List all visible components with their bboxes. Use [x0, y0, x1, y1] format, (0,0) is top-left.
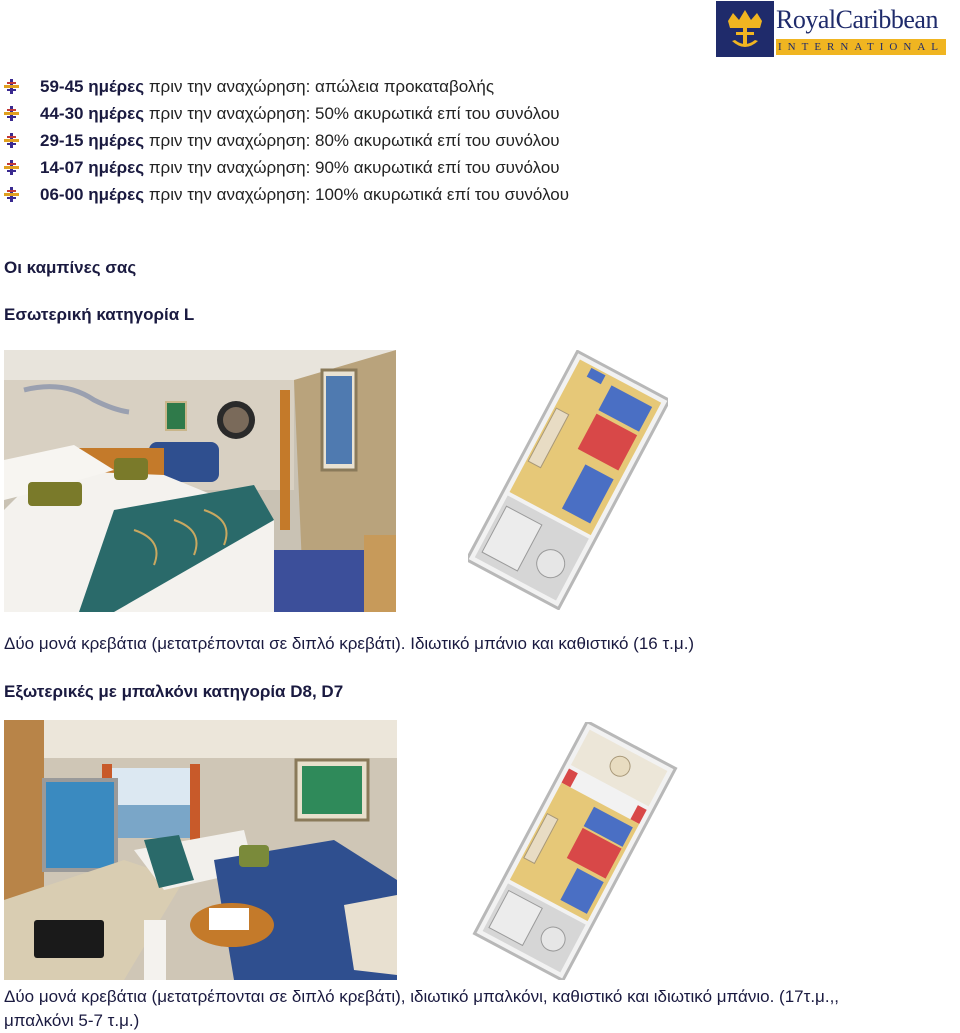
balcony-cabin-photo [4, 720, 397, 980]
interior-category-heading: Εσωτερική κατηγορία L [4, 305, 195, 324]
cabins-heading: Οι καμπίνες σας [4, 258, 137, 277]
cancellation-policy-list [0, 73, 700, 208]
days-range: 06-00 ημέρες [40, 185, 145, 204]
royal-caribbean-logo [716, 1, 946, 57]
interior-cabin-caption: Δύο μονά κρεβάτια (μετατρέπονται σε διπλό κρεβάτι). Ιδιωτικό μπάνιο και καθιστικό (16 τ.μ.) [4, 634, 695, 653]
days-range: 14-07 ημέρες [40, 158, 145, 177]
bullet-icon [4, 106, 19, 121]
balcony-category-heading: Εξωτερικές με μπαλκόνι κατηγορία D8, D7 [4, 682, 344, 701]
days-range: 59-45 ημέρες [40, 77, 145, 96]
bullet-icon [4, 187, 19, 202]
list-item [0, 100, 700, 127]
days-range: 29-15 ημέρες [40, 131, 145, 150]
bullet-icon [4, 79, 19, 94]
bullet-icon [4, 160, 19, 175]
balcony-cabin-caption-line1: Δύο μονά κρεβάτια (μετατρέπονται σε διπλό κρεβάτι), ιδιωτικό μπαλκόνι, καθιστικό και ιδιωτικό μπάνιο. (17τ.μ.,, [4, 987, 840, 1006]
list-item [0, 181, 700, 208]
crown-anchor-icon [716, 1, 774, 57]
interior-cabin-floor-plan [468, 350, 668, 610]
policy-text: πριν την αναχώρηση: απώλεια προκαταβολής [144, 77, 495, 96]
policy-text: πριν την αναχώρηση: 80% ακυρωτικά επί του συνόλου [144, 131, 560, 150]
balcony-cabin-caption-line2: μπαλκόνι 5-7 τ.μ.) [4, 1011, 140, 1030]
logo-brand-text: RoyalCaribbean [776, 5, 938, 34]
days-range: 44-30 ημέρες [40, 104, 145, 123]
policy-text: πριν την αναχώρηση: 50% ακυρωτικά επί του συνόλου [144, 104, 560, 123]
interior-cabin-photo [4, 350, 396, 612]
policy-text: πριν την αναχώρηση: 90% ακυρωτικά επί του συνόλου [144, 158, 560, 177]
list-item [0, 154, 700, 181]
list-item [0, 73, 700, 100]
bullet-icon [4, 133, 19, 148]
logo-subtitle: INTERNATIONAL [778, 41, 944, 53]
list-item [0, 127, 700, 154]
policy-text: πριν την αναχώρηση: 100% ακυρωτικά επί του συνόλου [144, 185, 570, 204]
balcony-cabin-floor-plan [470, 722, 680, 980]
